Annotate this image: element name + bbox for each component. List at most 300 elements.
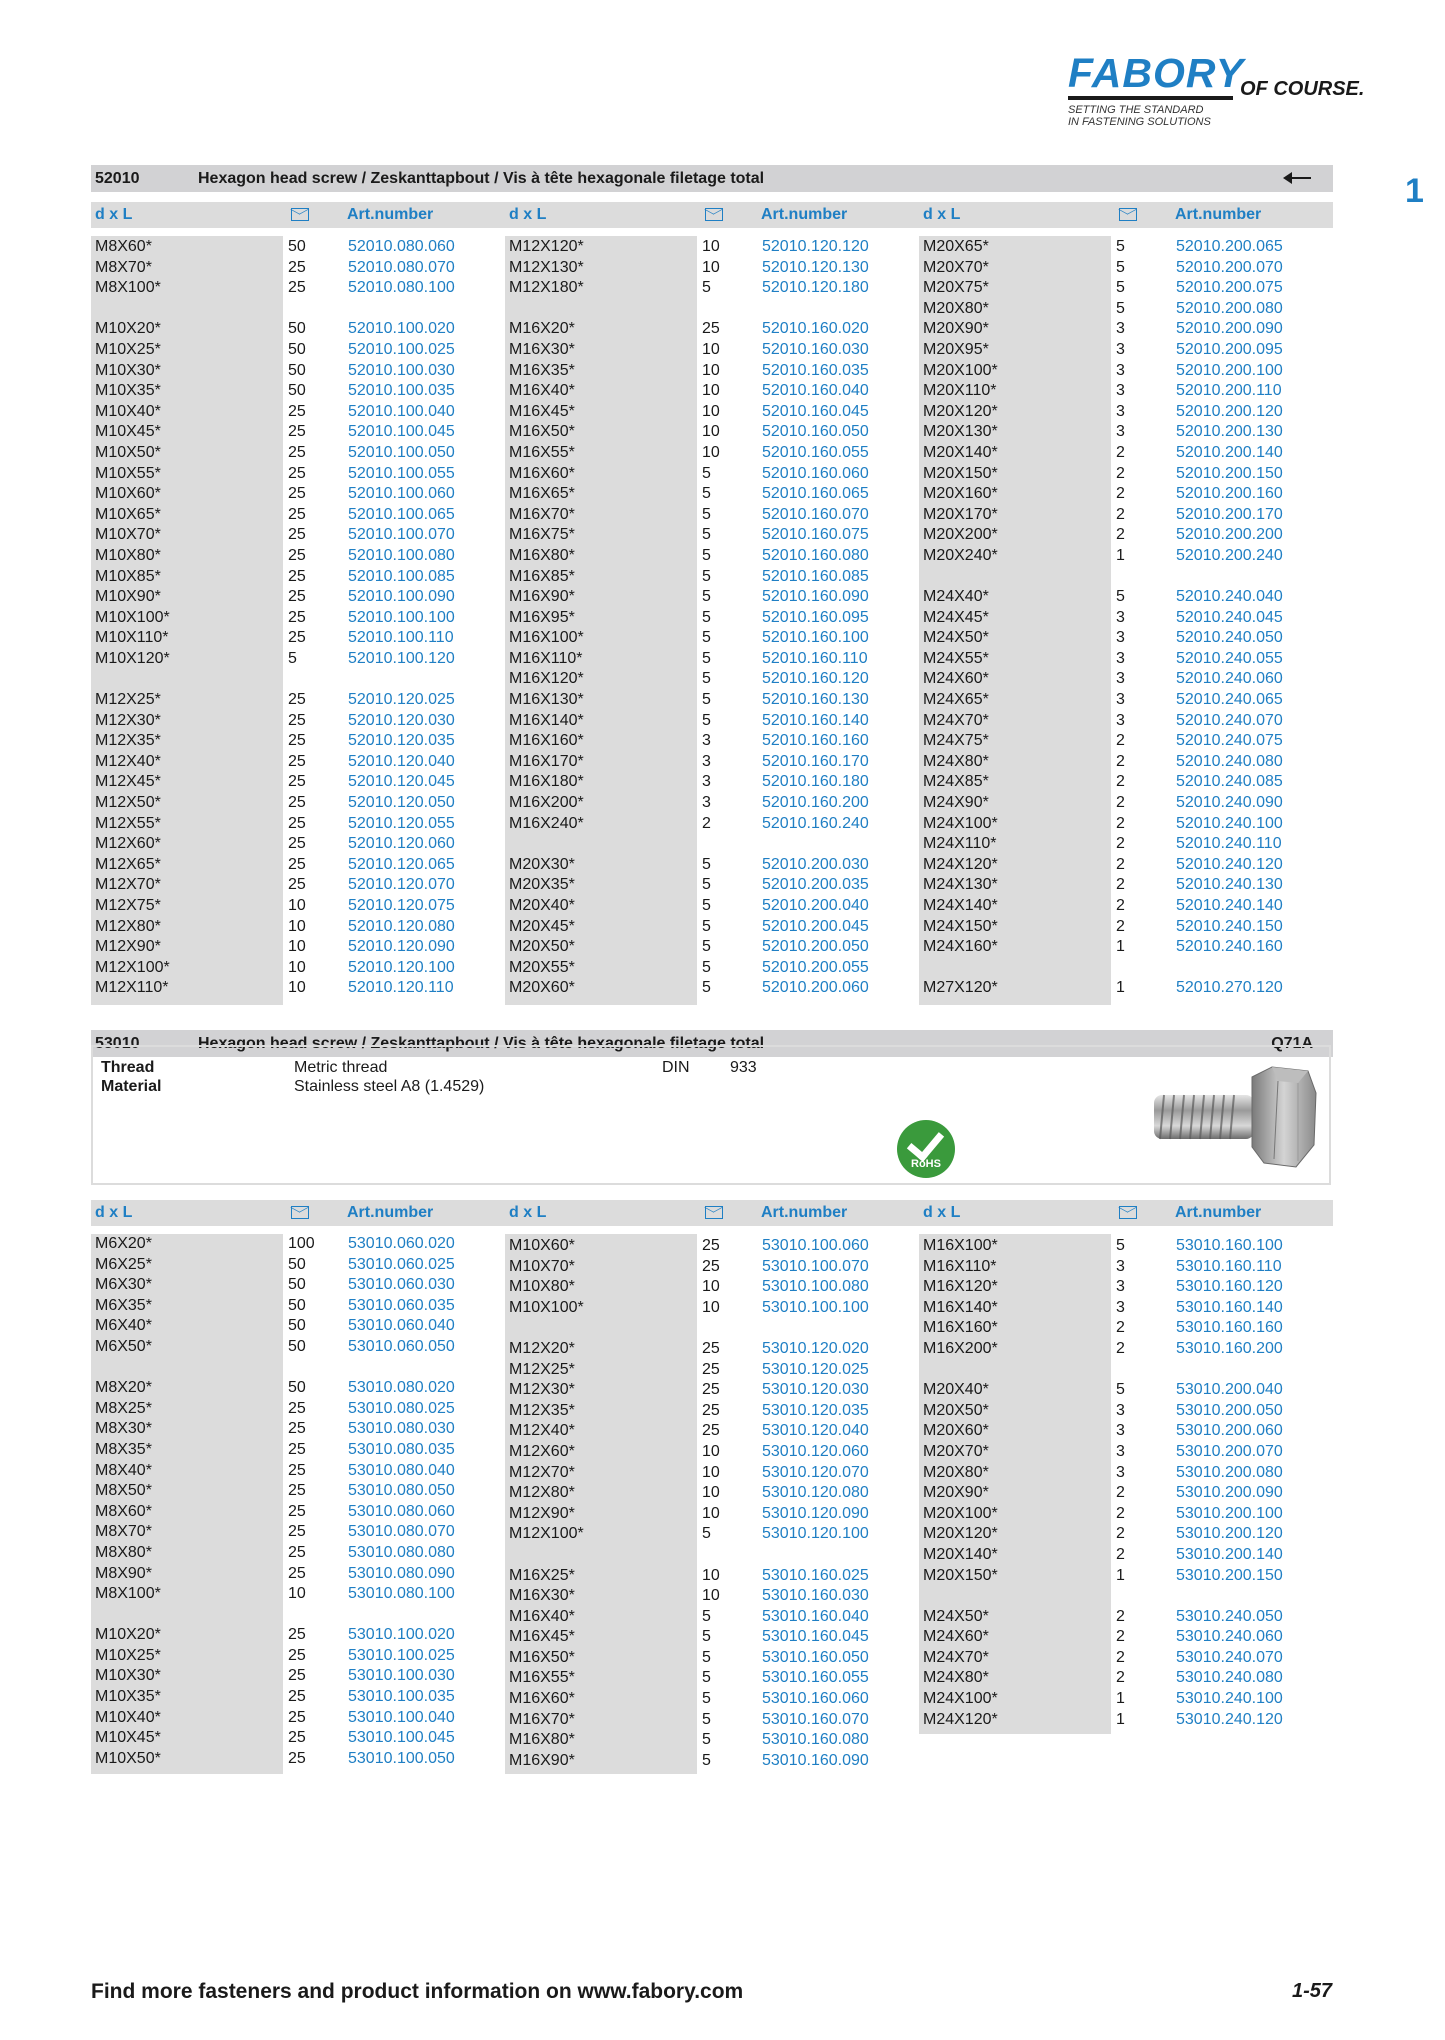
article-number-link[interactable]: 52010.100.120 [348, 649, 455, 667]
article-number-link[interactable]: 52010.200.240 [1176, 546, 1283, 564]
article-number-link[interactable]: 52010.120.060 [348, 835, 455, 853]
article-number-link[interactable]: 52010.200.095 [1176, 340, 1283, 358]
cell-value: 25 [702, 320, 720, 338]
logo-underline [1068, 96, 1233, 100]
cell-value: 3 [1116, 691, 1125, 709]
article-number-link[interactable]: 52010.240.050 [1176, 629, 1283, 647]
header-art: Art.number [1175, 1204, 1262, 1221]
article-number-link[interactable]: 52010.240.100 [1176, 814, 1283, 832]
article-number-link[interactable]: 52010.200.170 [1176, 505, 1283, 523]
article-number-link[interactable]: 53010.060.040 [348, 1317, 455, 1335]
cell-value: M24X130* [923, 876, 998, 894]
article-number-link[interactable]: 52010.160.045 [762, 402, 869, 420]
article-number-link[interactable]: 52010.200.100 [1176, 361, 1283, 379]
article-number-link[interactable]: 53010.100.080 [762, 1278, 869, 1296]
cell-value: M16X60* [509, 1690, 575, 1708]
cell-value: 5 [702, 1628, 711, 1646]
cell-value: M20X170* [923, 505, 998, 523]
article-number-link[interactable]: 53010.100.060 [762, 1237, 869, 1254]
article-number-link[interactable]: 52010.160.070 [762, 505, 869, 523]
cell-value: M16X50* [509, 1648, 575, 1666]
article-number-link[interactable]: 52010.160.130 [762, 691, 869, 709]
article-number-link[interactable]: 52010.100.085 [348, 567, 455, 585]
article-number-link[interactable]: 52010.100.070 [348, 526, 455, 544]
article-number-link[interactable]: 52010.120.075 [348, 897, 455, 914]
article-number-link[interactable]: 53010.160.100 [1176, 1237, 1283, 1254]
cell-value: M20X65* [923, 238, 989, 255]
header-art: Art.number [347, 206, 434, 223]
article-number-link[interactable]: 52010.120.130 [762, 258, 869, 276]
cell-value: 50 [288, 361, 306, 379]
article-number-link[interactable]: 53010.080.035 [348, 1440, 455, 1458]
logo-slogan: OF COURSE. [1240, 78, 1365, 100]
article-number-link[interactable]: 53010.080.100 [348, 1585, 455, 1603]
article-number-link[interactable]: 52010.200.030 [762, 855, 869, 873]
article-number-link[interactable]: 53010.120.020 [762, 1339, 869, 1357]
article-number-link[interactable]: 52010.120.055 [348, 814, 455, 832]
cell-value: 50 [288, 340, 306, 358]
article-number-link[interactable]: 53010.200.060 [1176, 1422, 1283, 1440]
article-column [348, 1234, 455, 1769]
article-number-link[interactable]: 52010.200.070 [1176, 258, 1283, 276]
cell-value: 2 [1116, 526, 1125, 544]
cell-value: 3 [702, 794, 711, 812]
article-number-link[interactable]: 52010.200.045 [762, 917, 869, 935]
article-number-link[interactable]: 53010.200.120 [1176, 1525, 1283, 1543]
cell-value: 1 [1116, 1566, 1125, 1584]
article-number-link[interactable]: 53010.160.140 [1176, 1298, 1283, 1316]
spacer-row [923, 1360, 998, 1381]
article-number-link[interactable]: 52010.120.080 [348, 917, 455, 935]
article-number-link[interactable]: 52010.160.080 [762, 546, 869, 564]
article-number-link[interactable]: 52010.240.070 [1176, 711, 1283, 729]
article-number-link[interactable]: 52010.200.200 [1176, 526, 1283, 544]
article-number-link[interactable]: 52010.160.120 [762, 670, 869, 688]
article-number-link[interactable]: 52010.120.110 [348, 979, 454, 997]
cell-value: M8X40* [95, 1461, 152, 1479]
article-number-link[interactable]: 52010.160.170 [762, 752, 869, 770]
cell-value: 50 [288, 382, 306, 400]
article-number-link[interactable]: 53010.080.070 [348, 1523, 455, 1541]
article-number-link[interactable]: 53010.080.060 [348, 1502, 455, 1520]
article-number-link[interactable]: 53010.080.090 [348, 1564, 455, 1582]
cell-value: M20X50* [509, 938, 575, 956]
article-number-link[interactable]: 53010.120.060 [762, 1442, 869, 1460]
article-number-link[interactable]: 53010.100.050 [348, 1749, 455, 1767]
cell-value: 5 [702, 1669, 711, 1687]
cell-value: 10 [288, 897, 306, 914]
cell-value: 3 [1116, 1278, 1125, 1296]
article-number-link[interactable]: 52010.200.055 [762, 958, 869, 976]
cell-value: 5 [702, 917, 711, 935]
cell-value: M6X40* [95, 1317, 152, 1335]
cell-value: M16X55* [509, 1669, 575, 1687]
spacer-row [95, 669, 170, 690]
article-number-link[interactable]: 53010.240.120 [1176, 1710, 1283, 1728]
cell-value: 25 [288, 1626, 306, 1644]
cell-value: 3 [1116, 608, 1125, 626]
cell-value: M10X85* [95, 567, 161, 585]
article-number-link[interactable]: 52010.200.090 [1176, 320, 1283, 338]
article-number-link[interactable]: 53010.240.050 [1176, 1607, 1283, 1625]
cell-value: M8X80* [95, 1543, 152, 1561]
cell-value: M16X20* [509, 320, 575, 338]
article-number-link[interactable]: 52010.160.050 [762, 423, 869, 441]
article-number-link[interactable]: 52010.080.060 [348, 238, 455, 255]
spacer-row [288, 1358, 315, 1379]
article-number-link[interactable]: 52010.160.110 [762, 649, 868, 667]
cell-value: M20X160* [923, 485, 998, 503]
article-number-link[interactable]: 53010.200.070 [1176, 1442, 1283, 1460]
size-column [509, 237, 584, 999]
spacer-row [762, 1545, 869, 1566]
envelope-icon [705, 1206, 723, 1219]
article-number-link[interactable]: 52010.160.180 [762, 773, 869, 791]
section-title: Hexagon head screw / Zeskanttapbout / Vis à tête hexagonale filetage total [198, 1035, 765, 1052]
cell-value: 2 [1116, 1504, 1125, 1522]
spacer-row [288, 299, 306, 320]
section-code: 53010 [95, 1035, 140, 1052]
cell-value: M16X160* [923, 1319, 998, 1337]
article-number-link[interactable]: 52010.240.160 [1176, 938, 1283, 956]
article-number-link[interactable]: 53010.060.030 [348, 1276, 455, 1294]
cell-value: M16X35* [509, 361, 575, 379]
article-number-link[interactable]: 52010.120.045 [348, 773, 455, 791]
size-column [95, 1234, 161, 1769]
spacer-row [1176, 1360, 1283, 1381]
arrow-left-icon[interactable] [1285, 177, 1311, 179]
article-number-link[interactable]: 52010.160.200 [762, 794, 869, 812]
article-number-link[interactable]: 52010.120.100 [348, 958, 455, 976]
article-number-link[interactable]: 53010.200.100 [1176, 1504, 1283, 1522]
article-number-link[interactable]: 53010.120.080 [762, 1484, 869, 1502]
article-number-link[interactable]: 52010.120.040 [348, 752, 455, 770]
article-number-link[interactable]: 52010.160.065 [762, 485, 869, 503]
article-number-link[interactable]: 53010.160.030 [762, 1587, 869, 1605]
cell-value: 1 [1116, 979, 1125, 997]
article-number-link[interactable]: 52010.270.120 [1176, 979, 1283, 997]
article-number-link[interactable]: 53010.060.050 [348, 1337, 455, 1355]
article-number-link[interactable]: 52010.120.180 [762, 279, 869, 297]
cell-value: 2 [1116, 897, 1125, 914]
article-number-link[interactable]: 53010.080.025 [348, 1399, 455, 1417]
article-number-link[interactable]: 53010.100.020 [348, 1626, 455, 1644]
cell-value: 50 [288, 320, 306, 338]
article-number-link[interactable]: 52010.240.045 [1176, 608, 1283, 626]
article-number-link[interactable]: 52010.240.040 [1176, 588, 1283, 606]
article-number-link[interactable]: 52010.200.080 [1176, 299, 1283, 317]
article-number-link[interactable]: 53010.200.090 [1176, 1484, 1283, 1502]
cell-value: 3 [1116, 1298, 1125, 1316]
article-number-link[interactable]: 52010.100.030 [348, 361, 455, 379]
article-number-link[interactable]: 53010.240.060 [1176, 1628, 1283, 1646]
cell-value: M8X100* [95, 1585, 161, 1603]
article-number-link[interactable]: 52010.240.055 [1176, 649, 1283, 667]
cell-value: 10 [288, 958, 306, 976]
article-number-link[interactable]: 53010.200.040 [1176, 1381, 1283, 1399]
header-art: Art.number [761, 206, 848, 223]
cell-value: M20X80* [923, 1463, 989, 1481]
article-number-link[interactable]: 53010.200.140 [1176, 1545, 1283, 1563]
article-number-link[interactable]: 52010.240.090 [1176, 794, 1283, 812]
article-number-link[interactable]: 53010.120.025 [762, 1360, 869, 1378]
article-number-link[interactable]: 53010.100.030 [348, 1667, 455, 1685]
article-number-link[interactable]: 53010.060.025 [348, 1255, 455, 1273]
cell-value: M8X25* [95, 1399, 152, 1417]
article-number-link[interactable]: 52010.200.040 [762, 897, 869, 914]
cell-value: M10X80* [509, 1278, 575, 1296]
article-number-link[interactable]: 53010.100.040 [348, 1708, 455, 1726]
article-number-link[interactable]: 52010.160.095 [762, 608, 869, 626]
article-number-link[interactable]: 53010.160.070 [762, 1710, 869, 1728]
article-number-link[interactable]: 53010.160.025 [762, 1566, 869, 1584]
article-number-link[interactable]: 52010.100.025 [348, 340, 455, 358]
article-column [762, 1236, 869, 1771]
article-number-link[interactable]: 53010.160.110 [1176, 1257, 1282, 1275]
article-number-link[interactable]: 52010.200.035 [762, 876, 869, 894]
article-number-link[interactable]: 52010.120.090 [348, 938, 455, 956]
article-number-link[interactable]: 52010.120.120 [762, 238, 869, 255]
footer-text: Find more fasteners and product information on www.fabory.com [91, 1980, 744, 2003]
cell-value: M10X50* [95, 1749, 161, 1767]
cell-value: 5 [702, 1690, 711, 1708]
article-number-link[interactable]: 52010.240.140 [1176, 897, 1283, 914]
article-number-link[interactable]: 52010.160.075 [762, 526, 869, 544]
cell-value: 10 [702, 258, 720, 276]
article-number-link[interactable]: 52010.200.065 [1176, 238, 1283, 255]
article-number-link[interactable]: 52010.100.050 [348, 443, 455, 461]
cell-value: 25 [288, 855, 306, 873]
cell-value: 3 [1116, 1442, 1125, 1460]
article-number-link[interactable]: 52010.200.120 [1176, 402, 1283, 420]
article-number-link[interactable]: 52010.240.110 [1176, 835, 1282, 853]
article-number-link[interactable]: 52010.160.100 [762, 629, 869, 647]
article-number-link[interactable]: 53010.080.050 [348, 1482, 455, 1500]
cell-value: M16X70* [509, 505, 575, 523]
article-number-link[interactable]: 52010.080.100 [348, 279, 455, 297]
cell-value: 25 [288, 279, 306, 297]
cell-value: 25 [702, 1422, 720, 1440]
cell-value: 25 [288, 752, 306, 770]
article-number-link[interactable]: 52010.160.140 [762, 711, 869, 729]
article-number-link[interactable]: 52010.240.130 [1176, 876, 1283, 894]
article-number-link[interactable]: 53010.200.050 [1176, 1401, 1283, 1419]
cell-value: 5 [702, 464, 711, 482]
cell-value: M24X120* [923, 1710, 998, 1728]
article-number-link[interactable]: 52010.100.040 [348, 402, 455, 420]
article-number-link[interactable]: 52010.160.240 [762, 814, 869, 832]
article-number-link[interactable]: 53010.100.100 [762, 1298, 869, 1316]
cell-value: 25 [288, 485, 306, 503]
article-number-link[interactable]: 53010.120.040 [762, 1422, 869, 1440]
cell-value: M10X45* [95, 1729, 161, 1747]
article-number-link[interactable]: 52010.120.070 [348, 876, 455, 894]
article-number-link[interactable]: 52010.120.025 [348, 691, 455, 709]
article-number-link[interactable]: 53010.160.160 [1176, 1319, 1283, 1337]
article-number-link[interactable]: 53010.100.035 [348, 1688, 455, 1706]
article-number-link[interactable]: 53010.120.090 [762, 1504, 869, 1522]
article-number-link[interactable]: 53010.240.080 [1176, 1669, 1283, 1687]
cell-value: M20X120* [923, 402, 998, 420]
article-number-link[interactable]: 52010.200.075 [1176, 279, 1283, 297]
article-number-link[interactable]: 52010.160.160 [762, 732, 869, 750]
logo-tagline-line1: SETTING THE STANDARD [1068, 104, 1204, 116]
cell-value: M12X80* [509, 1484, 575, 1502]
article-number-link[interactable]: 53010.120.030 [762, 1381, 869, 1399]
article-number-link[interactable]: 53010.240.070 [1176, 1648, 1283, 1666]
article-number-link[interactable]: 53010.120.070 [762, 1463, 869, 1481]
cell-value: M12X100* [95, 958, 170, 976]
article-number-link[interactable]: 52010.160.020 [762, 320, 869, 338]
rohs-badge [897, 1120, 955, 1178]
article-number-link[interactable]: 53010.100.070 [762, 1257, 869, 1275]
spacer-row [95, 1358, 161, 1379]
article-number-link[interactable]: 52010.160.040 [762, 382, 869, 400]
article-number-link[interactable]: 53010.160.060 [762, 1690, 869, 1708]
cell-value: M10X55* [95, 464, 161, 482]
cell-value: M12X65* [95, 855, 161, 873]
cell-value: M12X20* [509, 1339, 575, 1357]
cell-value: M12X60* [509, 1442, 575, 1460]
article-number-link[interactable]: 52010.100.035 [348, 382, 455, 400]
article-number-link[interactable]: 52010.200.160 [1176, 485, 1283, 503]
article-number-link[interactable]: 53010.100.025 [348, 1646, 455, 1664]
cell-value: M16X30* [509, 1587, 575, 1605]
cell-value: 5 [702, 958, 711, 976]
article-number-link[interactable]: 52010.160.030 [762, 340, 869, 358]
article-number-link[interactable]: 52010.200.050 [762, 938, 869, 956]
cell-value: 25 [702, 1360, 720, 1378]
article-number-link[interactable]: 53010.080.040 [348, 1461, 455, 1479]
article-number-link[interactable]: 52010.100.100 [348, 608, 455, 626]
section-header-52010 [91, 165, 1333, 192]
cell-value: 3 [702, 732, 711, 750]
cell-value: M12X35* [95, 732, 161, 750]
article-number-link[interactable]: 52010.240.085 [1176, 773, 1283, 791]
cell-value: M6X30* [95, 1276, 152, 1294]
cell-value: M20X70* [923, 1442, 989, 1460]
cell-value: 10 [702, 423, 720, 441]
article-number-link[interactable]: 52010.240.075 [1176, 732, 1283, 750]
cell-value: 25 [288, 526, 306, 544]
article-number-link[interactable]: 52010.120.050 [348, 794, 455, 812]
article-number-link[interactable]: 52010.200.130 [1176, 423, 1283, 441]
cell-value: M10X100* [509, 1298, 584, 1316]
article-number-link[interactable]: 52010.100.020 [348, 320, 455, 338]
cell-value: M20X50* [923, 1401, 989, 1419]
article-number-link[interactable]: 52010.200.150 [1176, 464, 1283, 482]
article-number-link[interactable]: 52010.100.090 [348, 588, 455, 606]
article-number-link[interactable]: 52010.100.110 [348, 629, 454, 647]
cell-value: M20X45* [509, 917, 575, 935]
cell-value: 2 [1116, 876, 1125, 894]
article-number-link[interactable]: 53010.120.035 [762, 1401, 869, 1419]
article-number-link[interactable]: 53010.160.200 [1176, 1339, 1283, 1357]
article-number-link[interactable]: 53010.060.035 [348, 1296, 455, 1314]
cell-value: M12X100* [509, 1525, 584, 1543]
article-number-link[interactable]: 53010.080.030 [348, 1420, 455, 1438]
article-number-link[interactable]: 53010.160.120 [1176, 1278, 1283, 1296]
spacer-row [1116, 1360, 1125, 1381]
article-number-link[interactable]: 53010.160.055 [762, 1669, 869, 1687]
cell-value: M24X40* [923, 588, 989, 606]
article-number-link[interactable]: 53010.240.100 [1176, 1690, 1283, 1708]
article-number-link[interactable]: 52010.120.035 [348, 732, 455, 750]
article-number-link[interactable]: 52010.240.065 [1176, 691, 1283, 709]
article-number-link[interactable]: 53010.060.020 [348, 1235, 455, 1252]
cell-value: M24X150* [923, 917, 998, 935]
cell-value: M16X100* [509, 629, 584, 647]
article-number-link[interactable]: 52010.240.150 [1176, 917, 1283, 935]
cell-value: M10X35* [95, 382, 161, 400]
cell-value: 25 [288, 1708, 306, 1726]
article-number-link[interactable]: 53010.160.040 [762, 1607, 869, 1625]
article-number-link[interactable]: 53010.120.100 [762, 1525, 869, 1543]
article-number-link[interactable]: 52010.160.035 [762, 361, 869, 379]
article-number-link[interactable]: 52010.100.055 [348, 464, 455, 482]
article-number-link[interactable]: 52010.240.060 [1176, 670, 1283, 688]
cell-value: M16X170* [509, 752, 584, 770]
cell-value: 3 [1116, 1422, 1125, 1440]
din-label: DIN [662, 1059, 690, 1076]
article-number-link[interactable]: 53010.160.090 [762, 1751, 869, 1769]
article-column [348, 237, 455, 999]
article-number-link[interactable]: 52010.100.045 [348, 423, 455, 441]
cell-value: M16X80* [509, 1731, 575, 1749]
spacer-row [762, 299, 869, 320]
article-number-link[interactable]: 52010.120.065 [348, 855, 455, 873]
article-number-link[interactable]: 53010.100.045 [348, 1729, 455, 1747]
cell-value: 25 [702, 1257, 720, 1275]
article-number-link[interactable]: 53010.080.020 [348, 1379, 455, 1397]
article-number-link[interactable]: 52010.240.080 [1176, 752, 1283, 770]
cell-value: M24X80* [923, 1669, 989, 1687]
article-number-link[interactable]: 52010.200.140 [1176, 443, 1283, 461]
article-number-link[interactable]: 52010.100.060 [348, 485, 455, 503]
article-number-link[interactable]: 52010.240.120 [1176, 855, 1283, 873]
cell-value: M8X70* [95, 258, 152, 276]
article-number-link[interactable]: 52010.100.080 [348, 546, 455, 564]
cell-value: M20X95* [923, 340, 989, 358]
article-number-link[interactable]: 53010.160.080 [762, 1731, 869, 1749]
cell-value: M12X40* [95, 752, 161, 770]
cell-value: M12X70* [95, 876, 161, 894]
article-number-link[interactable]: 52010.160.085 [762, 567, 869, 585]
article-number-link[interactable]: 53010.160.045 [762, 1628, 869, 1646]
article-number-link[interactable]: 52010.120.030 [348, 711, 455, 729]
article-number-link[interactable]: 52010.080.070 [348, 258, 455, 276]
article-number-link[interactable]: 52010.160.060 [762, 464, 869, 482]
spacer-row [702, 299, 720, 320]
article-number-link[interactable]: 52010.100.065 [348, 505, 455, 523]
cell-value: 2 [1116, 1648, 1125, 1666]
cell-value: 10 [702, 402, 720, 420]
article-number-link[interactable]: 52010.160.055 [762, 443, 869, 461]
article-number-link[interactable]: 53010.200.150 [1176, 1566, 1283, 1584]
article-number-link[interactable]: 53010.200.080 [1176, 1463, 1283, 1481]
cell-value: M12X70* [509, 1463, 575, 1481]
cell-value: 25 [702, 1401, 720, 1419]
cell-value: M10X120* [95, 649, 170, 667]
article-number-link[interactable]: 52010.200.060 [762, 979, 869, 997]
article-number-link[interactable]: 53010.160.050 [762, 1648, 869, 1666]
cell-value: 5 [702, 1607, 711, 1625]
article-number-link[interactable]: 52010.160.090 [762, 588, 869, 606]
article-number-link[interactable]: 53010.080.080 [348, 1543, 455, 1561]
cell-value: 25 [288, 546, 306, 564]
cell-value: 5 [1116, 258, 1125, 276]
article-number-link[interactable]: 52010.200.110 [1176, 382, 1282, 400]
